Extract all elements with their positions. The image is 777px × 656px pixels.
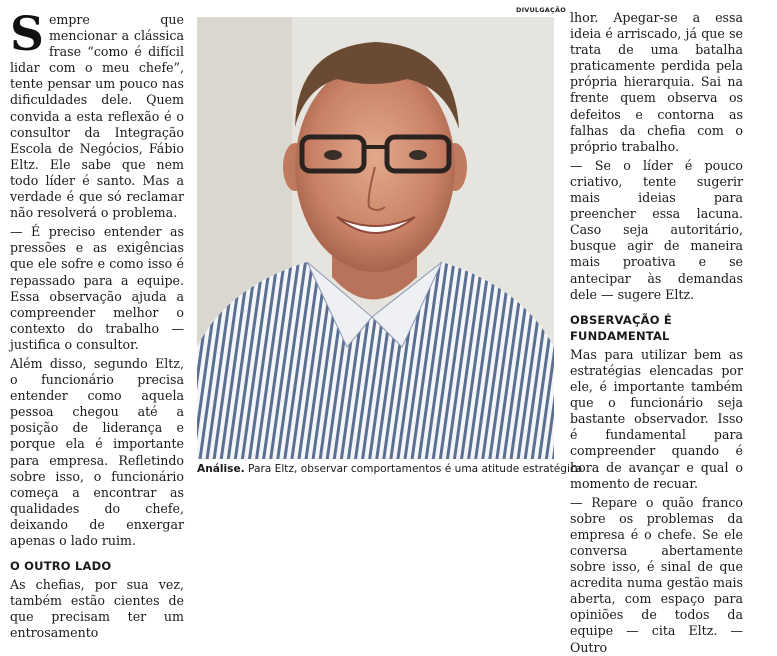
paragraph: Além disso, segundo Eltz, o funcionário precisa entender como aquela pessoa chegou até a posição de liderança e porque ela é importante para empresa. Refletindo sobre isso, o funcionário começa a encontrar as qualidades do chefe, deixando de enxergar apenas o lado ruim. bbox=[10, 355, 184, 548]
dropcap: S bbox=[10, 7, 44, 62]
paragraph: — Repare o quão franco sobre os problemas da empresa é o chefe. Se ele conversa abertamente sobre isso, é sinal de que acredita numa gestão mais aberta, com espaço para opiniões de todos da equipe — cita Eltz. — Outro bbox=[570, 494, 743, 655]
subheading: OBSERVAÇÃO É FUNDAMENTAL bbox=[570, 312, 672, 343]
paragraph: As chefias, por sua vez, também estão cientes de que precisam ter um entrosamento bbox=[10, 577, 184, 641]
article-column-right bbox=[570, 10, 743, 656]
portrait-illustration bbox=[197, 17, 554, 459]
paragraph: Mas para utilizar bem as estratégias elencadas por ele, é importante também que o funcionário seja bastante observador. Isso é fundamental para compreender quando é hora de avançar e qual o momento de recuar. bbox=[570, 346, 743, 491]
photo-caption bbox=[197, 463, 583, 475]
paragraph: — Se o líder é pouco criativo, tente sugerir mais ideias para preencher essa lacuna. Caso seja autoritário, busque agir de maneira mais proativa e se antecipar às demandas dele — sugere Eltz. bbox=[570, 157, 743, 302]
paragraph bbox=[10, 7, 184, 221]
portrait-photo bbox=[197, 17, 554, 459]
article-column-left bbox=[10, 7, 184, 642]
paragraph-text: empre que mencionar a clássica frase “como é difícil lidar com o meu chefe”, tente pensar um pouco nas dificuldades dele. Quem convida a esta reflexão é o consultor da Integração Escola de Negócios, Fábio Eltz. Ele sabe que nem todo líder é santo. Mas a verdade é que só reclamar não resolverá o problema. bbox=[10, 12, 184, 221]
subheading: O OUTRO LADO bbox=[10, 559, 112, 574]
caption-text: Para Eltz, observar comportamentos é uma atitude estratégica bbox=[244, 463, 583, 475]
photo-credit: DIVULGAÇÃO bbox=[516, 6, 566, 14]
caption-label: Análise. bbox=[197, 463, 245, 475]
paragraph: lhor. Apegar-se a essa ideia é arriscado, já que se trata de uma batalha praticamente perdida pela própria hierarquia. Sai na frente quem observa os defeitos e contorna as falhas da chefia com o próprio trabalho. bbox=[570, 10, 743, 154]
paragraph: — É preciso entender as pressões e as exigências que ele sofre e como isso é repassado para a equipe. Essa observação ajuda a compreender melhor o contexto do trabalho — justifica o consultor. bbox=[10, 224, 184, 352]
